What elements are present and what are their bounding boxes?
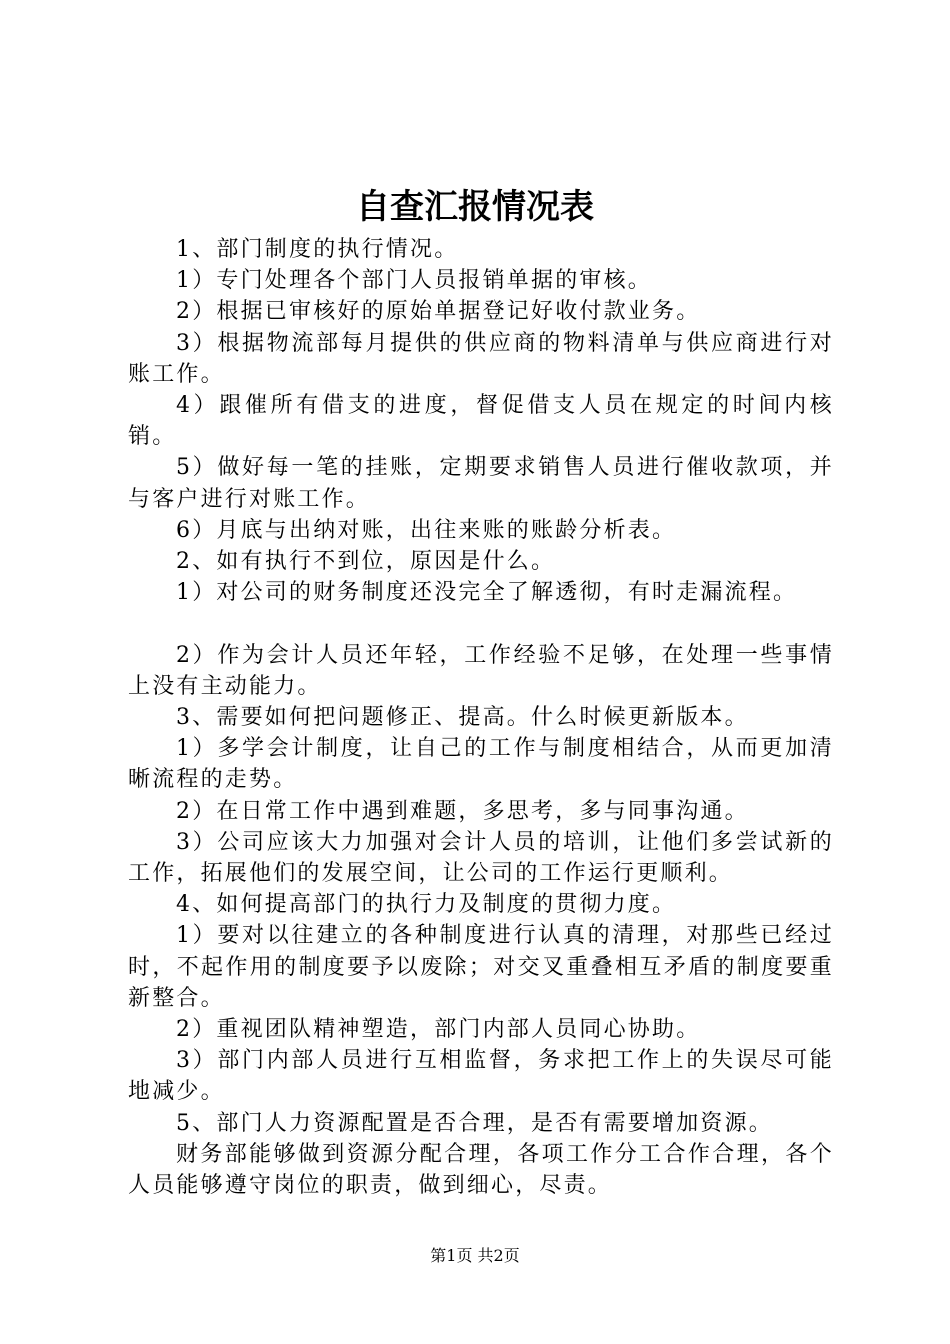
paragraph: 2、如有执行不到位，原因是什么。: [176, 549, 556, 575]
paragraph: 2）作为会计人员还年轻，工作经验不足够，在处理一些事情上没有主动能力。: [128, 642, 834, 699]
page-footer: 第1页 共2页: [430, 1246, 520, 1265]
paragraph: 1）要对以往建立的各种制度进行认真的清理，对那些已经过时，不起作用的制度要予以废除；对交叉重叠相互矛盾的制度要重新整合。: [128, 923, 834, 1011]
paragraph: 3、需要如何把问题修正、提高。什么时候更新版本。: [176, 705, 749, 731]
paragraph: 3）部门内部人员进行互相监督，务求把工作上的失误尽可能地减少。: [128, 1048, 834, 1105]
paragraph: 1）专门处理各个部门人员报销单据的审核。: [176, 268, 652, 294]
document-body: [128, 234, 834, 1201]
paragraph: 6）月底与出纳对账，出往来账的账龄分析表。: [176, 517, 677, 543]
paragraph: 2）在日常工作中遇到难题，多思考，多与同事沟通。: [176, 798, 749, 824]
paragraph: 1、部门制度的执行情况。: [176, 237, 459, 262]
blank-line: [128, 608, 834, 639]
paragraph: 1）对公司的财务制度还没完全了解透彻，有时走漏流程。: [176, 580, 798, 606]
paragraph: 3）根据物流部每月提供的供应商的物料清单与供应商进行对账工作。: [128, 330, 834, 387]
paragraph: 3）公司应该大力加强对会计人员的培训，让他们多尝试新的工作，拓展他们的发展空间，让公司的工作运行更顺利。: [128, 829, 834, 887]
paragraph: 1）多学会计制度，让自己的工作与制度相结合，从而更加清晰流程的走势。: [128, 736, 834, 793]
paragraph: 5、部门人力资源配置是否合理，是否有需要增加资源。: [176, 1110, 773, 1136]
paragraph: 5）做好每一笔的挂账，定期要求销售人员进行催收款项，并与客户进行对账工作。: [128, 455, 834, 512]
paragraph: 4、如何提高部门的执行力及制度的贯彻力度。: [176, 892, 677, 918]
paragraph: 2）根据已审核好的原始单据登记好收付款业务。: [176, 299, 701, 325]
paragraph: 财务部能够做到资源分配合理，各项工作分工合作合理，各个人员能够遵守岗位的职责，做到细心，尽责。: [128, 1141, 834, 1199]
page-title: 自查汇报情况表: [356, 187, 594, 227]
paragraph: 2）重视团队精神塑造，部门内部人员同心协助。: [176, 1017, 701, 1043]
paragraph: 4）跟催所有借支的进度，督促借支人员在规定的时间内核销。: [128, 393, 834, 450]
